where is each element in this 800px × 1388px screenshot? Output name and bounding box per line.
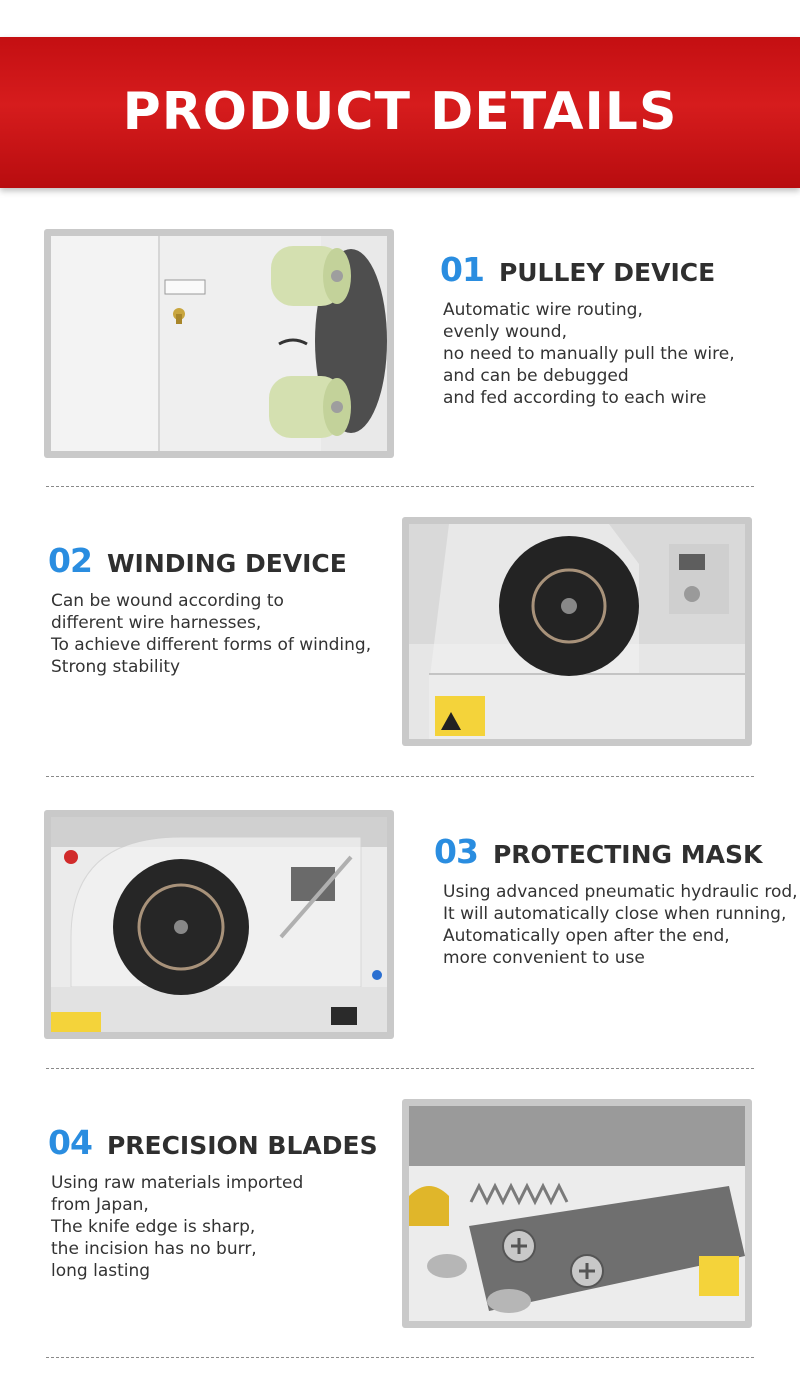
feature-description-line: Using raw materials imported xyxy=(51,1173,304,1193)
page-title: PRODUCT DETAILS xyxy=(122,82,678,142)
section-divider xyxy=(46,1068,754,1069)
feature-description-line: evenly wound, xyxy=(443,322,567,342)
precision-blades-photo xyxy=(402,1099,752,1328)
feature-title: PRECISION BLADES xyxy=(106,1131,378,1160)
feature-number: 03 xyxy=(434,832,478,871)
winding-wheel-illustration xyxy=(409,524,745,739)
section-divider xyxy=(46,1357,754,1358)
feature-description-line: Automatically open after the end, xyxy=(443,926,730,946)
pulley-device-photo xyxy=(44,229,394,458)
feature-precision-blades xyxy=(48,1123,393,1282)
section-divider xyxy=(46,776,754,777)
blade-block-illustration xyxy=(409,1106,745,1321)
feature-description-line: more convenient to use xyxy=(443,948,645,968)
feature-description-line: To achieve different forms of winding, xyxy=(51,635,372,655)
feature-number: 04 xyxy=(48,1123,92,1162)
feature-description-line: no need to manually pull the wire, xyxy=(443,344,735,364)
feature-description-line: Automatic wire routing, xyxy=(443,300,643,320)
feature-title: PULLEY DEVICE xyxy=(498,258,716,287)
feature-description-line: The knife edge is sharp, xyxy=(51,1217,256,1237)
feature-description-line: Strong stability xyxy=(51,657,181,677)
feature-description-line: and fed according to each wire xyxy=(443,388,707,408)
feature-pulley-device xyxy=(440,250,795,409)
feature-description-line: different wire harnesses, xyxy=(51,613,262,633)
feature-title: PROTECTING MASK xyxy=(492,840,763,869)
winding-device-photo xyxy=(402,517,752,746)
feature-protecting-mask xyxy=(434,832,796,969)
feature-description-line: and can be debugged xyxy=(443,366,629,386)
protective-cover-illustration xyxy=(51,817,387,1032)
feature-number: 01 xyxy=(440,250,484,289)
feature-description-line: the incision has no burr, xyxy=(51,1239,257,1259)
feature-title: WINDING DEVICE xyxy=(106,549,347,578)
feature-description-line: long lasting xyxy=(51,1261,151,1281)
feature-winding-device xyxy=(48,541,393,678)
feature-number: 02 xyxy=(48,541,92,580)
protecting-mask-photo xyxy=(44,810,394,1039)
feature-description-line: Using advanced pneumatic hydraulic rod, xyxy=(443,882,798,902)
header-banner xyxy=(0,37,800,188)
feature-description-line: Can be wound according to xyxy=(51,591,284,611)
feature-description-line: from Japan, xyxy=(51,1195,149,1215)
feature-description-line: It will automatically close when running, xyxy=(443,904,787,924)
section-divider xyxy=(46,486,754,487)
pulley-rollers-illustration xyxy=(51,236,387,451)
